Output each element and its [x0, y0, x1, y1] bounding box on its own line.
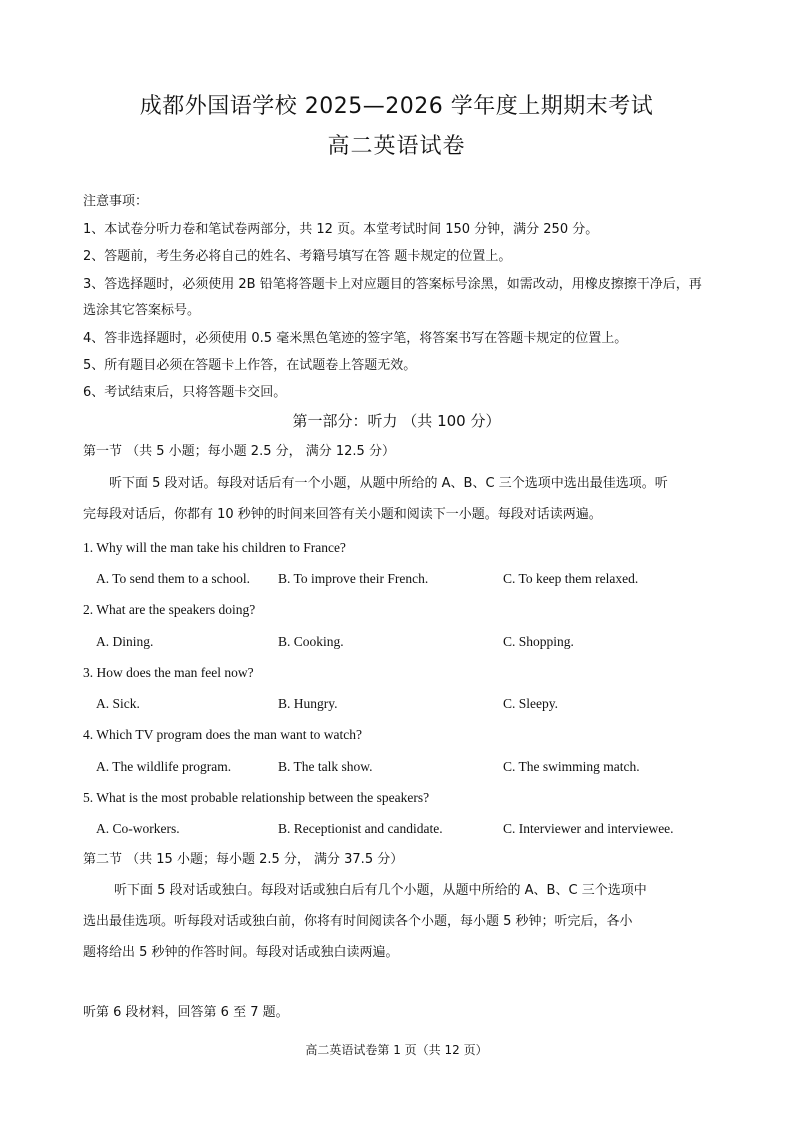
option-b: B. Cooking.: [278, 634, 344, 649]
option-b: B. Receptionist and candidate.: [278, 821, 443, 836]
option-c: C. To keep them relaxed.: [503, 571, 639, 586]
option-c: C. The swimming match.: [503, 759, 640, 774]
note-item: 选涂其它答案标号。: [83, 303, 201, 318]
question-stem: 5. What is the most probable relationship between the speakers?: [83, 790, 430, 805]
note-item: 2、答题前，考生务必将自己的姓名、考籍号填写在答 题卡规定的位置上。: [83, 249, 512, 264]
notes-heading: 注意事项：: [83, 194, 149, 209]
section2-instruction: 听下面 5 段对话或独白。每段对话或独白后有几个小题，从题中所给的 A、B、C 三个选项中: [114, 883, 647, 898]
note-item: 5、所有题目必须在答题卡上作答，在试题卷上答题无效。: [83, 358, 417, 373]
option-a: A. Sick.: [96, 696, 140, 711]
option-a: A. Co-workers.: [96, 821, 180, 836]
option-c: C. Sleepy.: [503, 696, 558, 711]
section1-heading: 第一节 （共 5 小题；每小题 2.5 分， 满分 12.5 分）: [83, 444, 395, 459]
option-a: A. The wildlife program.: [96, 759, 232, 774]
question-stem: 2. What are the speakers doing?: [83, 602, 256, 617]
section2-instruction: 选出最佳选项。听每段对话或独白前，你将有时间阅读各个小题，每小题 5 秒钟；听完后，各小: [83, 914, 633, 929]
section2-heading: 第二节 （共 15 小题；每小题 2.5 分， 满分 37.5 分）: [83, 852, 404, 867]
option-b: B. Hungry.: [278, 696, 338, 711]
question-stem: 3. How does the man feel now?: [83, 665, 254, 680]
option-a: A. To send them to a school.: [96, 571, 251, 586]
page-footer: 高二英语试卷第 1 页（共 12 页）: [305, 1043, 488, 1057]
note-item: 4、答非选择题时，必须使用 0.5 毫米黑色笔迹的签字笔，将答案书写在答题卡规定的位置上。: [83, 331, 628, 346]
option-c: C. Interviewer and interviewee.: [503, 821, 674, 836]
section1-instruction: 听下面 5 段对话。每段对话后有一个小题，从题中所给的 A、B、C 三个选项中选出最佳选项。听: [109, 476, 668, 491]
option-b: B. To improve their French.: [278, 571, 429, 586]
part1-heading: 第一部分：听力 （共 100 分）: [292, 412, 501, 430]
note-item: 1、本试卷分听力卷和笔试卷两部分，共 12 页。本堂考试时间 150 分钟，满分 250 分。: [83, 222, 599, 237]
question-stem: 4. Which TV program does the man want to watch?: [83, 727, 362, 742]
exam-subtitle: 高二英语试卷: [327, 134, 466, 159]
note-item: 6、考试结束后，只将答题卡交回。: [83, 385, 287, 400]
exam-title: 成都外国语学校 2025—2026 学年度上期期末考试: [139, 94, 654, 119]
option-c: C. Shopping.: [503, 634, 574, 649]
option-a: A. Dining.: [96, 634, 154, 649]
section1-instruction: 完每段对话后，你都有 10 秒钟的时间来回答有关小题和阅读下一小题。每段对话读两遍。: [83, 507, 602, 522]
section2-instruction: 题将给出 5 秒钟的作答时间。每段对话或独白读两遍。: [83, 945, 399, 960]
material-prompt: 听第 6 段材料，回答第 6 至 7 题。: [83, 1005, 289, 1020]
option-b: B. The talk show.: [278, 759, 373, 774]
note-item: 3、答选择题时，必须使用 2B 铅笔将答题卡上对应题目的答案标号涂黑，如需改动，用橡皮擦擦干净后，再: [83, 277, 702, 292]
question-stem: 1. Why will the man take his children to France?: [83, 540, 346, 555]
